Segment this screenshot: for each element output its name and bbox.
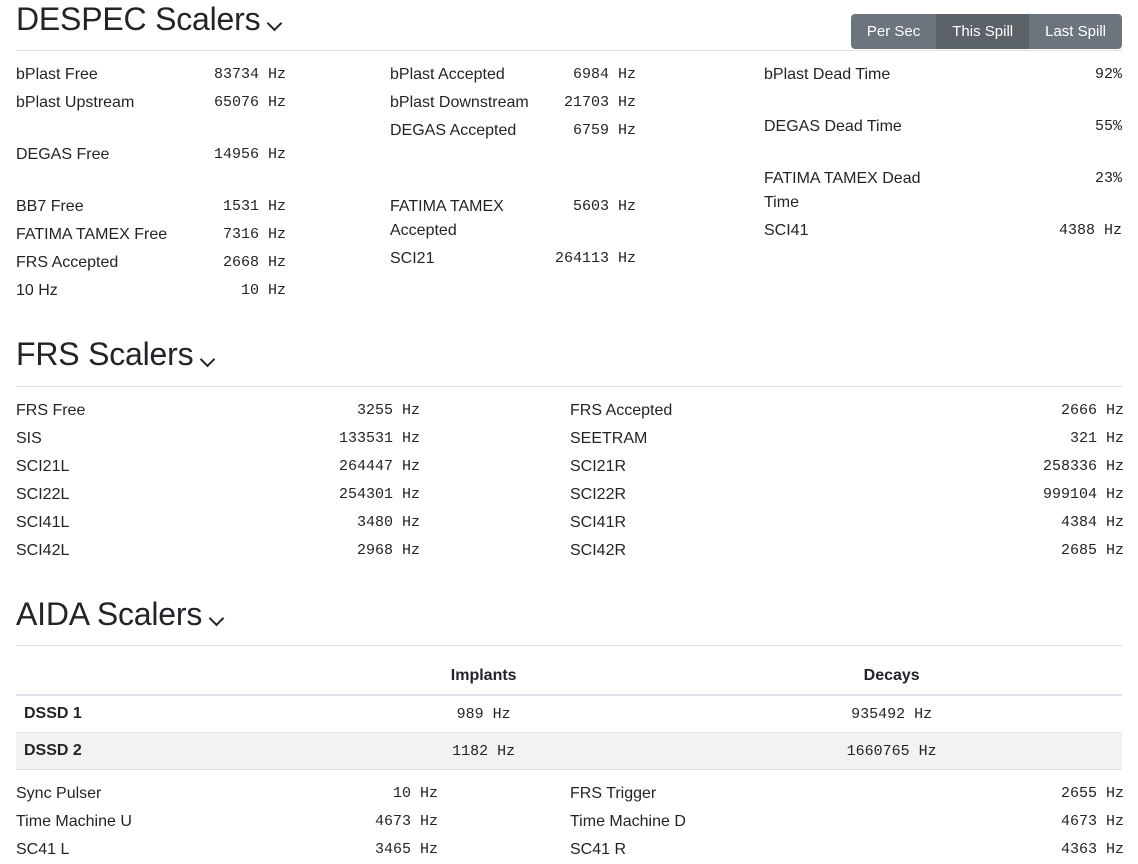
label: FRS Free bbox=[16, 401, 86, 419]
list-item bbox=[16, 481, 570, 509]
despec-grid bbox=[16, 61, 1122, 305]
list-item bbox=[570, 808, 1124, 836]
label: SCI42L bbox=[16, 541, 70, 559]
value: 4673 Hz bbox=[374, 813, 438, 831]
aida-title: AIDA Scalers bbox=[16, 595, 203, 632]
despec-divider bbox=[16, 50, 1122, 51]
list-item bbox=[390, 89, 764, 117]
value: 7316 Hz bbox=[222, 226, 286, 244]
list-item bbox=[764, 217, 1122, 245]
value: 264447 Hz bbox=[338, 457, 420, 475]
despec-column-3 bbox=[764, 61, 1122, 305]
spacer bbox=[16, 117, 390, 141]
label: Time Machine D bbox=[570, 813, 686, 831]
list-item bbox=[16, 89, 390, 117]
column-header-implants: Implants bbox=[306, 658, 661, 695]
value: 1531 Hz bbox=[222, 198, 286, 216]
label: SIS bbox=[16, 429, 42, 447]
label: SCI21R bbox=[570, 457, 627, 475]
list-item bbox=[570, 397, 1124, 425]
label: bPlast Upstream bbox=[16, 94, 135, 112]
table-row bbox=[16, 733, 1122, 770]
value: 3465 Hz bbox=[374, 841, 438, 859]
spacer bbox=[16, 169, 390, 193]
list-item bbox=[390, 193, 764, 245]
label: Time Machine U bbox=[16, 813, 132, 831]
list-item bbox=[16, 808, 570, 836]
list-item bbox=[764, 113, 1122, 141]
label: SCI42R bbox=[570, 541, 627, 559]
despec-column-1 bbox=[16, 61, 390, 305]
label: bPlast Dead Time bbox=[764, 66, 891, 84]
label: FRS Accepted bbox=[570, 401, 673, 419]
frs-column-left bbox=[16, 397, 570, 565]
value: 10 Hz bbox=[240, 282, 286, 300]
list-item bbox=[390, 117, 764, 145]
list-item bbox=[764, 165, 1122, 217]
list-item bbox=[16, 836, 570, 864]
spacer bbox=[764, 89, 1122, 113]
value: 3255 Hz bbox=[356, 401, 420, 419]
value: 83734 Hz bbox=[213, 66, 286, 84]
spacer bbox=[390, 169, 764, 193]
column-header-decays: Decays bbox=[661, 658, 1122, 695]
spill-mode-toolbar[interactable] bbox=[851, 14, 1122, 49]
label: FRS Trigger bbox=[570, 785, 657, 803]
list-item bbox=[16, 780, 570, 808]
label: SCI22R bbox=[570, 485, 627, 503]
last-spill-button[interactable]: Last Spill bbox=[1029, 14, 1122, 49]
value: 2668 Hz bbox=[222, 254, 286, 272]
label: FATIMA TAMEX Free bbox=[16, 226, 168, 244]
label: bPlast Downstream bbox=[390, 94, 529, 112]
list-item bbox=[570, 780, 1124, 808]
value: 2968 Hz bbox=[356, 541, 420, 559]
aida-column-right bbox=[570, 780, 1124, 864]
table-row bbox=[16, 695, 1122, 733]
label: BB7 Free bbox=[16, 198, 84, 216]
list-item bbox=[570, 453, 1124, 481]
value: 2685 Hz bbox=[1060, 541, 1124, 559]
despec-title: DESPEC Scalers bbox=[16, 1, 261, 37]
value: 92% bbox=[1094, 66, 1122, 84]
label: bPlast Free bbox=[16, 66, 98, 84]
value: 133531 Hz bbox=[338, 429, 420, 447]
spacer bbox=[764, 141, 1122, 165]
value: 254301 Hz bbox=[338, 485, 420, 503]
row-label: DSSD 2 bbox=[16, 733, 306, 770]
list-item bbox=[570, 481, 1124, 509]
label: FATIMA TAMEX Dead Time bbox=[764, 170, 921, 212]
chevron-down-icon[interactable] bbox=[268, 15, 284, 31]
list-item bbox=[764, 61, 1122, 89]
value: 2655 Hz bbox=[1060, 785, 1124, 803]
list-item bbox=[16, 537, 570, 565]
label: SCI22L bbox=[16, 485, 70, 503]
page-root bbox=[16, 0, 1122, 864]
value: 5603 Hz bbox=[572, 198, 636, 216]
value: 14956 Hz bbox=[213, 146, 286, 164]
value: 6759 Hz bbox=[572, 122, 636, 140]
list-item bbox=[16, 397, 570, 425]
list-item bbox=[570, 537, 1124, 565]
label: SCI41 bbox=[764, 222, 809, 240]
list-item bbox=[570, 425, 1124, 453]
label: SC41 L bbox=[16, 841, 70, 859]
list-item bbox=[570, 509, 1124, 537]
label: Sync Pulser bbox=[16, 785, 102, 803]
label: FRS Accepted bbox=[16, 254, 119, 272]
list-item bbox=[16, 141, 390, 169]
frs-section-header[interactable] bbox=[16, 335, 1122, 373]
value: 258336 Hz bbox=[1042, 457, 1124, 475]
value: 65076 Hz bbox=[213, 94, 286, 112]
value: 4388 Hz bbox=[1058, 222, 1122, 240]
label: SCI21 bbox=[390, 250, 435, 268]
label: SEETRAM bbox=[570, 429, 648, 447]
spacer bbox=[390, 145, 764, 169]
aida-section-header[interactable] bbox=[16, 595, 1122, 633]
cell-implants: 989 Hz bbox=[306, 695, 661, 733]
cell-implants: 1182 Hz bbox=[306, 733, 661, 770]
chevron-down-icon[interactable] bbox=[210, 610, 226, 626]
aida-divider bbox=[16, 645, 1122, 646]
cell-decays: 1660765 Hz bbox=[661, 733, 1122, 770]
frs-divider bbox=[16, 386, 1122, 387]
despec-column-2 bbox=[390, 61, 764, 305]
list-item bbox=[16, 193, 390, 221]
list-item bbox=[16, 61, 390, 89]
label: bPlast Accepted bbox=[390, 66, 505, 84]
label: 10 Hz bbox=[16, 282, 58, 300]
list-item bbox=[570, 836, 1124, 864]
label: SC41 R bbox=[570, 841, 627, 859]
value: 4384 Hz bbox=[1060, 513, 1124, 531]
table-header-row bbox=[16, 658, 1122, 695]
value: 3480 Hz bbox=[356, 513, 420, 531]
aida-bottom-grid bbox=[16, 780, 1122, 864]
aida-table bbox=[16, 658, 1122, 770]
value: 321 Hz bbox=[1069, 429, 1124, 447]
value: 999104 Hz bbox=[1042, 485, 1124, 503]
value: 6984 Hz bbox=[572, 66, 636, 84]
list-item bbox=[390, 61, 764, 89]
frs-title: FRS Scalers bbox=[16, 336, 194, 373]
label: DEGAS Accepted bbox=[390, 122, 517, 140]
label: FATIMA TAMEX Accepted bbox=[390, 198, 504, 240]
aida-column-left bbox=[16, 780, 570, 864]
list-item bbox=[16, 453, 570, 481]
value: 23% bbox=[1094, 170, 1122, 188]
value: 4363 Hz bbox=[1060, 841, 1124, 859]
label: SCI41R bbox=[570, 513, 627, 531]
list-item bbox=[390, 245, 764, 273]
frs-column-right bbox=[570, 397, 1124, 565]
list-item bbox=[16, 249, 390, 277]
label: SCI41L bbox=[16, 513, 70, 531]
label: SCI21L bbox=[16, 457, 70, 475]
value: 4673 Hz bbox=[1060, 813, 1124, 831]
list-item bbox=[16, 277, 390, 305]
frs-grid bbox=[16, 397, 1122, 565]
list-item bbox=[16, 509, 570, 537]
value: 2666 Hz bbox=[1060, 401, 1124, 419]
chevron-down-icon[interactable] bbox=[201, 351, 217, 367]
per-sec-button[interactable]: Per Sec bbox=[851, 14, 936, 49]
label: DEGAS Free bbox=[16, 146, 110, 164]
value: 21703 Hz bbox=[563, 94, 636, 112]
value: 10 Hz bbox=[392, 785, 438, 803]
list-item bbox=[16, 425, 570, 453]
list-item bbox=[16, 221, 390, 249]
this-spill-button[interactable]: This Spill bbox=[936, 14, 1029, 49]
cell-decays: 935492 Hz bbox=[661, 695, 1122, 733]
column-header-blank bbox=[16, 658, 306, 695]
row-label: DSSD 1 bbox=[16, 695, 306, 733]
label: DEGAS Dead Time bbox=[764, 118, 902, 136]
value: 264113 Hz bbox=[554, 250, 636, 268]
value: 55% bbox=[1094, 118, 1122, 136]
